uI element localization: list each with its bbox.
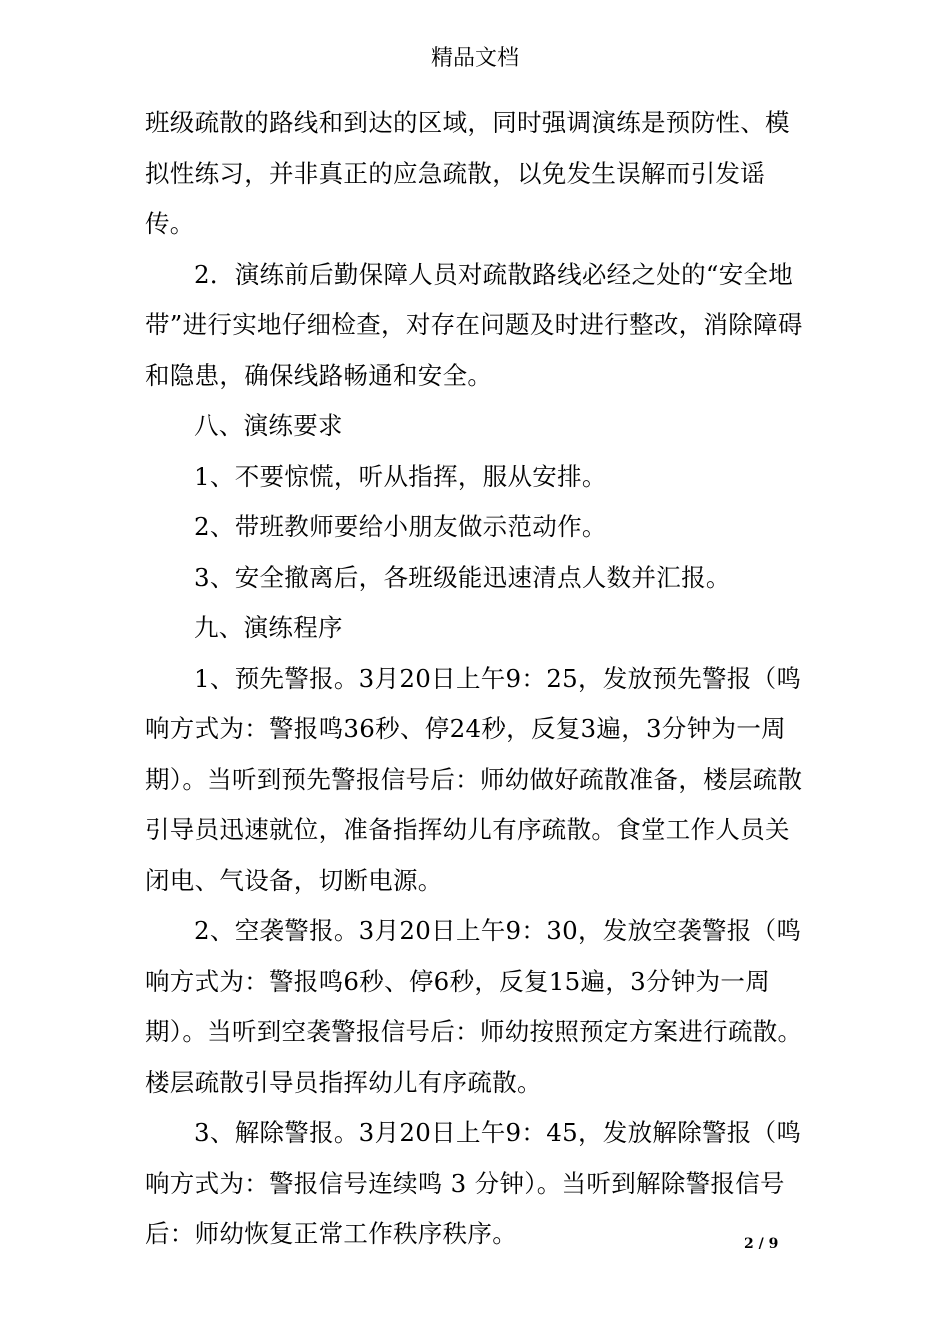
page-number: 2 / 9	[744, 1236, 779, 1252]
requirement-item-3: 3、安全撤离后，各班级能迅速清点人数并汇报。	[194, 562, 731, 592]
page-header: 精品文档	[430, 46, 519, 71]
paragraph-1: 班级疏散的路线和到达的区域，同时强调演练是预防性、模拟性练习，并非真正的应急疏散，以免发生误解而引发谣传。	[145, 108, 790, 238]
procedure-item-2: 2、空袭警报。3月20日上午9：30，发放空袭警报（鸣响方式为：警报鸣6秒、停6秒，反复15遍，3分钟为一周期）。当听到空袭警报信号后：师幼按照预定方案进行疏散。楼层疏散引导员指挥幼儿有序疏散。	[145, 916, 803, 1097]
paragraph-2: 2．演练前后勤保障人员对疏散路线必经之处的“安全地带”进行实地仔细检查，对存在问题及时进行整改，消除障碍和隐患，确保线路畅通和安全。	[145, 259, 803, 390]
procedure-item-3: 3、解除警报。3月20日上午9：45，发放解除警报（鸣响方式为：警报信号连续鸣 3 分钟）。当听到解除警报信号后：师幼恢复正常工作秩序秩序。	[145, 1118, 802, 1248]
section-heading-8: 八、演练要求	[194, 411, 343, 440]
requirement-item-1: 1、不要惊慌，听从指挥，服从安排。	[194, 461, 607, 491]
procedure-item-1: 1、预先警报。3月20日上午9：25，发放预先警报（鸣响方式为：警报鸣36秒、停24秒，反复3遍，3分钟为一周期）。当听到预先警报信号后：师幼做好疏散准备，楼层疏散引导员迅速就位，准备指挥幼儿有序疏散。食堂工作人员关闭电、气设备，切断电源。	[145, 663, 803, 895]
document-body	[145, 98, 810, 1260]
section-heading-9: 九、演练程序	[194, 613, 343, 642]
requirement-item-2: 2、带班教师要给小朋友做示范动作。	[194, 512, 607, 541]
